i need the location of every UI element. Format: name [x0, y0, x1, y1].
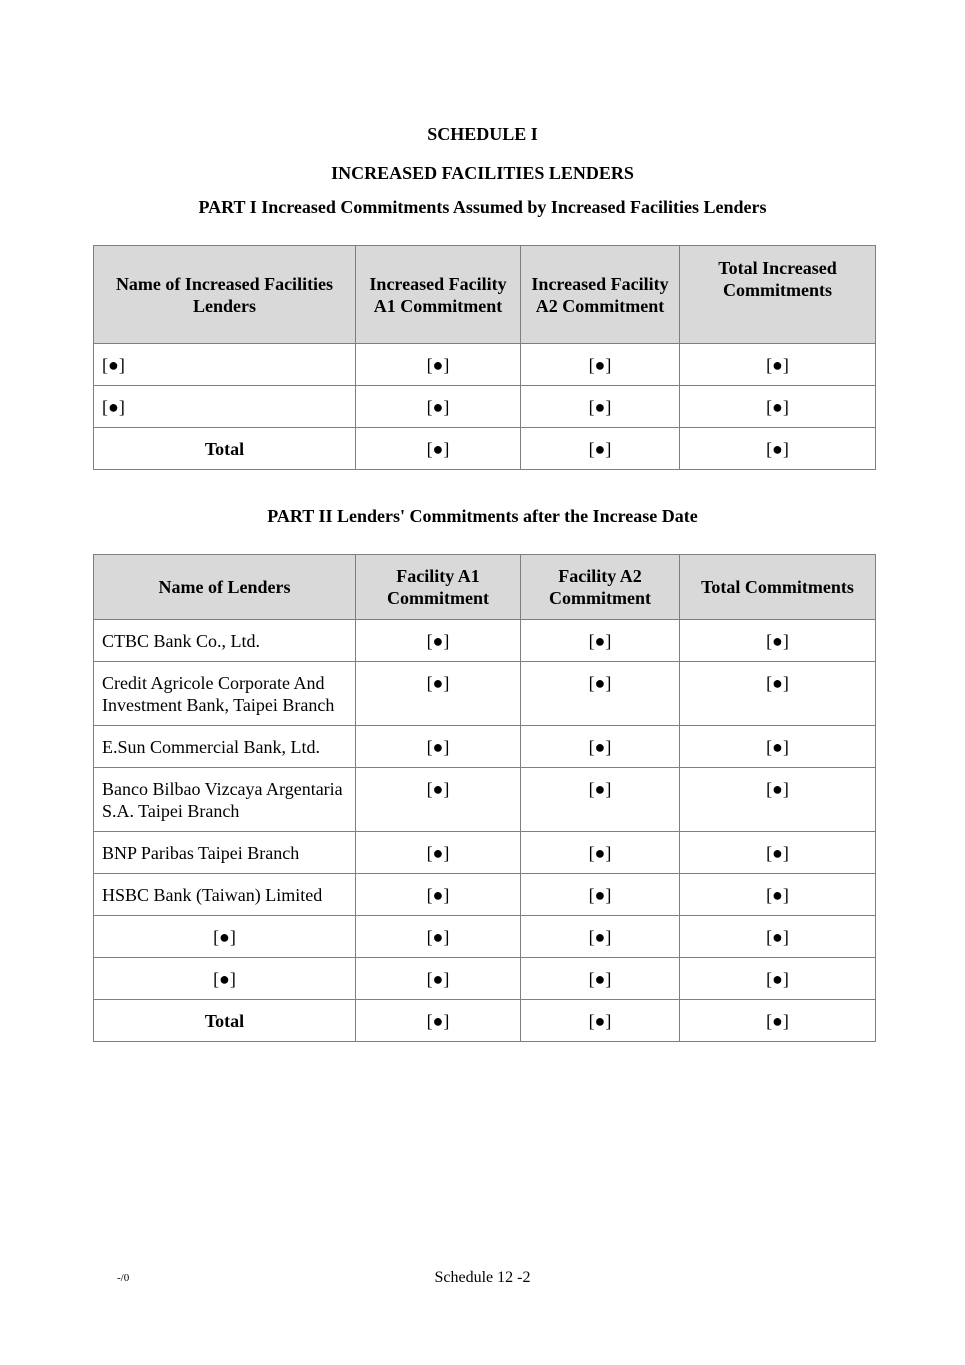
part2-table: [93, 554, 876, 1042]
table-cell: [●]: [680, 726, 876, 768]
table-header-row: [94, 555, 876, 620]
table-cell: [●]: [356, 874, 521, 916]
part1-table: [93, 245, 876, 470]
column-header: Facility A2 Commitment: [521, 555, 680, 620]
table-cell: [●]: [521, 620, 680, 662]
table-row: [94, 386, 876, 428]
table-row: [94, 620, 876, 662]
part2-title: PART II Lenders' Commitments after the Increase Date: [267, 506, 698, 526]
table-row: [94, 726, 876, 768]
table-cell: [●]: [521, 874, 680, 916]
document-subtitle: INCREASED FACILITIES LENDERS: [331, 163, 634, 183]
table-cell: [●]: [356, 916, 521, 958]
table-cell: [●]: [680, 662, 876, 726]
lender-name-cell: [●]: [94, 386, 356, 428]
table-cell: [●]: [521, 832, 680, 874]
table-cell: [●]: [521, 916, 680, 958]
lender-name-cell: Banco Bilbao Vizcaya Argentaria S.A. Taipei Branch: [94, 768, 356, 832]
column-header: Facility A1 Commitment: [356, 555, 521, 620]
footer-code: -/0: [117, 1272, 130, 1284]
table-row: [94, 916, 876, 958]
table-cell: [●]: [680, 874, 876, 916]
table-cell: [●]: [356, 958, 521, 1000]
table-cell: [●]: [680, 428, 876, 470]
table-header-row: [94, 246, 876, 344]
part1-title: PART I Increased Commitments Assumed by Increased Facilities Lenders: [198, 197, 767, 217]
table-cell: [●]: [356, 620, 521, 662]
table-cell: [●]: [356, 428, 521, 470]
lender-name-cell: E.Sun Commercial Bank, Ltd.: [94, 726, 356, 768]
column-header: Increased Facility A1 Commitment: [356, 246, 521, 344]
table-cell: [●]: [356, 1000, 521, 1042]
total-label-cell: Total: [94, 428, 356, 470]
table-cell: [●]: [680, 386, 876, 428]
lender-name-cell: HSBC Bank (Taiwan) Limited: [94, 874, 356, 916]
table-row: [94, 958, 876, 1000]
table-cell: [●]: [680, 768, 876, 832]
table-row: [94, 344, 876, 386]
table-cell: [●]: [680, 958, 876, 1000]
table-cell: [●]: [356, 768, 521, 832]
total-label-cell: Total: [94, 1000, 356, 1042]
table-cell: [●]: [521, 662, 680, 726]
table-cell: [●]: [521, 1000, 680, 1042]
table-total-row: [94, 428, 876, 470]
table-cell: [●]: [680, 1000, 876, 1042]
lender-name-cell: [●]: [94, 916, 356, 958]
table-cell: [●]: [521, 386, 680, 428]
column-header: Increased Facility A2 Commitment: [521, 246, 680, 344]
table-cell: [●]: [521, 726, 680, 768]
table-cell: [●]: [356, 662, 521, 726]
lender-name-cell: [●]: [94, 344, 356, 386]
lender-name-cell: Credit Agricole Corporate And Investment Bank, Taipei Branch: [94, 662, 356, 726]
table-cell: [●]: [521, 344, 680, 386]
table-cell: [●]: [521, 958, 680, 1000]
table-cell: [●]: [521, 768, 680, 832]
table-cell: [●]: [521, 428, 680, 470]
schedule-title: SCHEDULE I: [427, 124, 538, 144]
table-cell: [●]: [356, 832, 521, 874]
table-row: [94, 874, 876, 916]
table-cell: [●]: [680, 916, 876, 958]
column-header: Total Commitments: [680, 555, 876, 620]
column-header: Name of Lenders: [94, 555, 356, 620]
column-header: Total Increased Commitments: [680, 246, 876, 344]
column-header: Name of Increased Facilities Lenders: [94, 246, 356, 344]
lender-name-cell: CTBC Bank Co., Ltd.: [94, 620, 356, 662]
lender-name-cell: [●]: [94, 958, 356, 1000]
table-row: [94, 662, 876, 726]
table-cell: [●]: [356, 344, 521, 386]
lender-name-cell: BNP Paribas Taipei Branch: [94, 832, 356, 874]
table-row: [94, 768, 876, 832]
table-cell: [●]: [680, 620, 876, 662]
table-cell: [●]: [356, 726, 521, 768]
table-cell: [●]: [680, 832, 876, 874]
page-footer-label: Schedule 12 -2: [434, 1269, 531, 1286]
table-cell: [●]: [680, 344, 876, 386]
table-cell: [●]: [356, 386, 521, 428]
table-row: [94, 832, 876, 874]
table-total-row: [94, 1000, 876, 1042]
